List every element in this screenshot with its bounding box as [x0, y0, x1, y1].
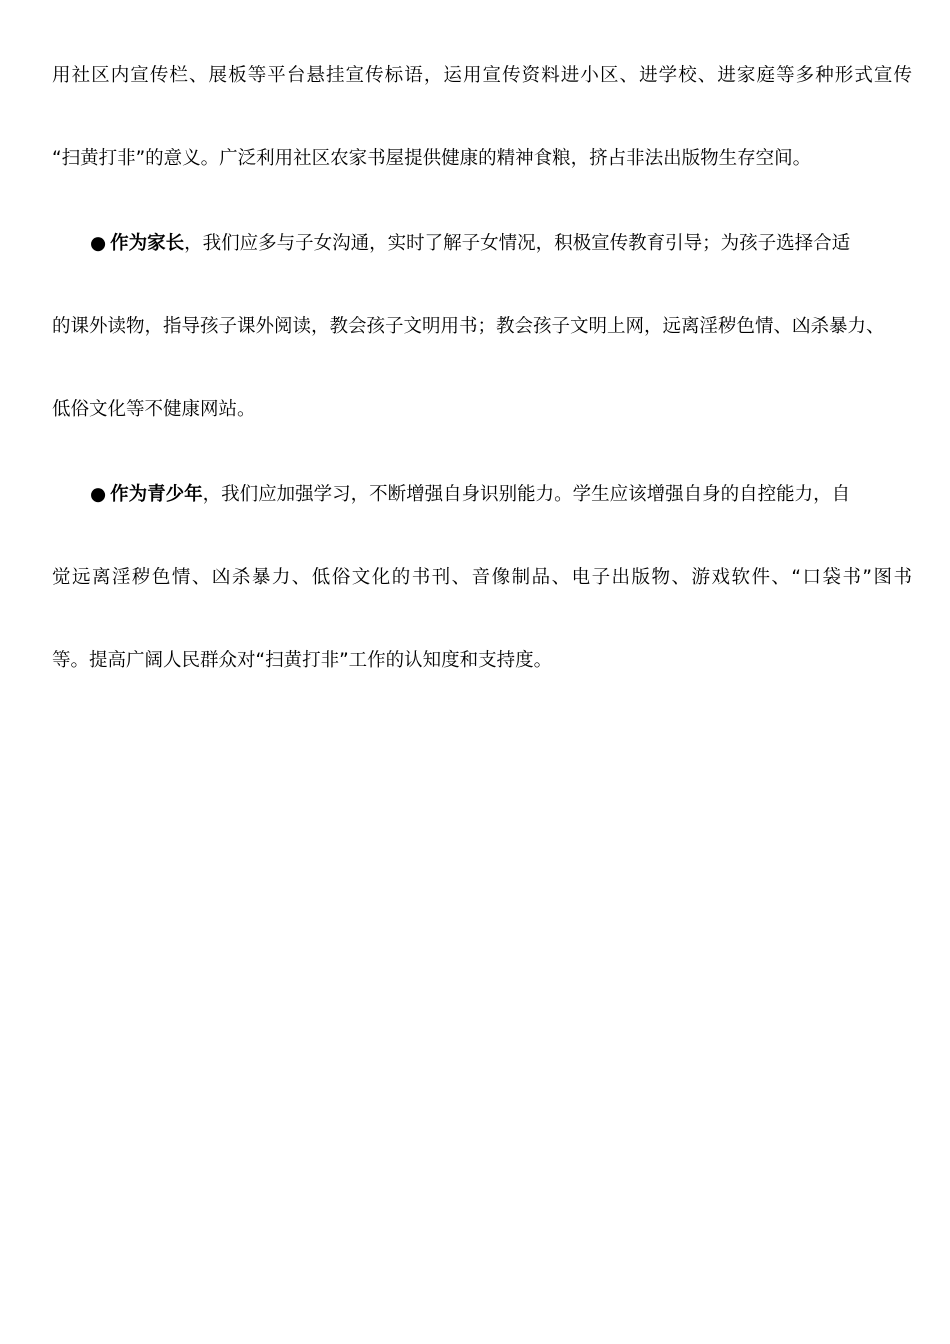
parent-paragraph-line-1 — [90, 232, 950, 256]
paragraph-line-2: “扫黄打非”的意义。广泛利用社区农家书屋提供健康的精神食粮，挤占非法出版物生存空间。 — [52, 148, 812, 169]
bullet-icon: ● — [90, 233, 107, 254]
youth-heading: 作为青少年 — [110, 484, 203, 505]
parent-text: ，我们应多与子女沟通，实时了解子女情况，积极宣传教育引导；为孩子选择合适 — [184, 233, 851, 254]
parent-heading: 作为家长 — [110, 233, 185, 254]
youth-paragraph-line-1 — [90, 483, 950, 507]
paragraph-line-1: 用社区内宣传栏、展板等平台悬挂宣传标语，运用宣传资料进小区、进学校、进家庭等多种形式宣传 — [52, 65, 912, 86]
bullet-icon: ● — [90, 484, 107, 505]
youth-paragraph-line-3: 等。提高广阔人民群众对“扫黄打非”工作的认知度和支持度。 — [52, 650, 553, 671]
parent-paragraph-line-3: 低俗文化等不健康网站。 — [52, 399, 256, 420]
youth-text: ，我们应加强学习，不断增强自身识别能力。学生应该增强自身的自控能力，自 — [202, 484, 851, 505]
parent-paragraph-line-2: 的课外读物，指导孩子课外阅读，教会孩子文明用书；教会孩子文明上网，远离淫秽色情、凶杀暴力、 — [52, 316, 885, 337]
youth-paragraph-line-2: 觉远离淫秽色情、凶杀暴力、低俗文化的书刊、音像制品、电子出版物、游戏软件、“口袋书”图书 — [52, 567, 912, 588]
